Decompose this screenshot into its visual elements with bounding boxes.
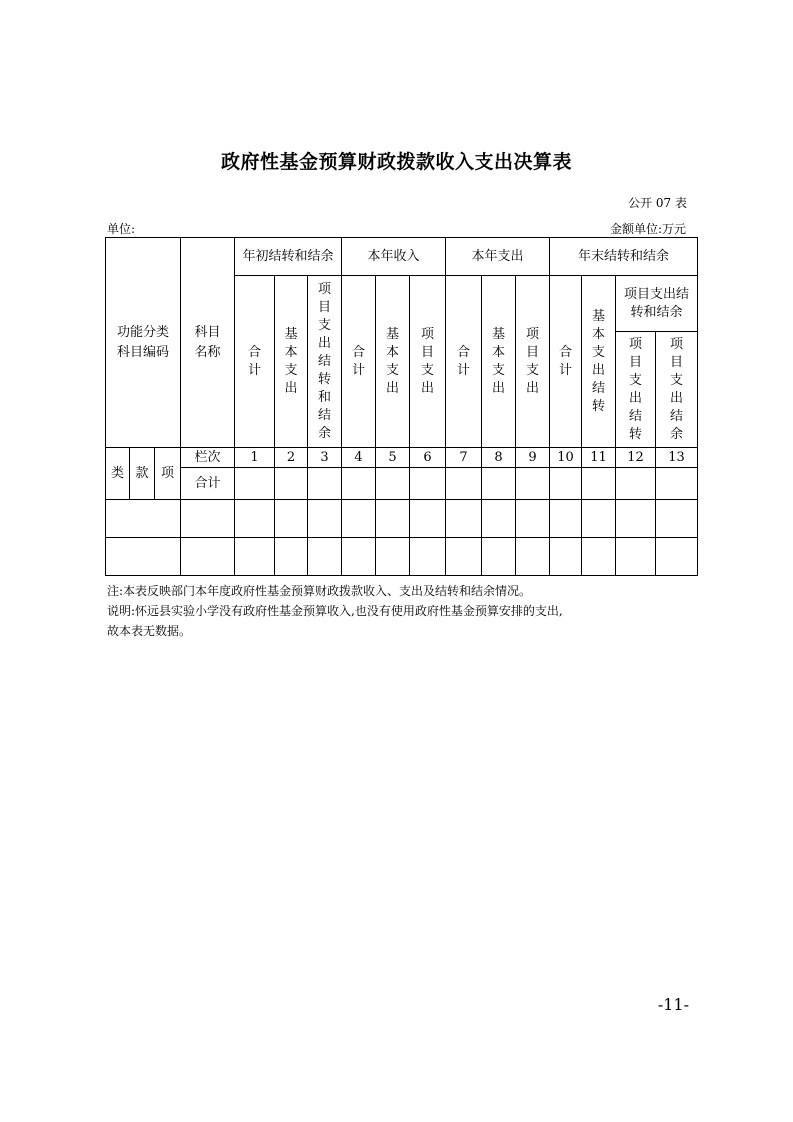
table-note: 注:本表反映部门本年度政府性基金预算财政拨款收入、支出及结转和结余情况。 [107, 584, 532, 598]
table-cell [308, 468, 342, 500]
begin-total-header: 合计 [235, 276, 275, 448]
table-cell [308, 538, 342, 576]
col-number: 2 [275, 448, 308, 468]
table-cell [181, 538, 235, 576]
table-cell [656, 538, 698, 576]
table-cell [482, 538, 516, 576]
table-cell [482, 468, 516, 500]
table-cell [516, 538, 550, 576]
table-cell [181, 500, 235, 538]
table-cell [275, 538, 308, 576]
row-total-label: 合计 [181, 468, 235, 500]
table-row [106, 538, 698, 576]
income-total-header: 合计 [342, 276, 376, 448]
table-cell [106, 500, 181, 538]
table-cell [342, 538, 376, 576]
expense-basic-header: 基本支出 [482, 276, 516, 448]
row-index-label: 栏次 [181, 448, 235, 468]
table-cell [550, 468, 582, 500]
subject-name-header: 科目名称 [181, 238, 235, 448]
table-cell [275, 500, 308, 538]
col-number: 13 [656, 448, 698, 468]
table-cell [376, 538, 410, 576]
col-number: 8 [482, 448, 516, 468]
begin-project-header: 项目支出结转和结余 [308, 276, 342, 448]
table-cell [376, 500, 410, 538]
col-number: 11 [582, 448, 616, 468]
table-cell [516, 468, 550, 500]
table-cell [410, 468, 446, 500]
table-cell [342, 500, 376, 538]
table-row [106, 500, 698, 538]
table-cell [235, 538, 275, 576]
expense-header: 本年支出 [446, 238, 550, 276]
col-number: 6 [410, 448, 446, 468]
table-cell [342, 468, 376, 500]
table-cell [308, 500, 342, 538]
table-cell [410, 538, 446, 576]
table-cell [550, 538, 582, 576]
table-cell [376, 468, 410, 500]
table-cell [235, 468, 275, 500]
col-number: 1 [235, 448, 275, 468]
table-cell [106, 538, 181, 576]
unit-label: 单位: [107, 222, 136, 236]
begin-balance-header: 年初结转和结余 [235, 238, 342, 276]
table-cell [516, 500, 550, 538]
explanation-line-2: 故本表无数据。 [107, 624, 192, 638]
table-cell [582, 538, 616, 576]
table-cell [616, 500, 656, 538]
page-title: 政府性基金预算财政拨款收入支出决算表 [220, 151, 572, 173]
category-kuan: 款 [130, 448, 155, 500]
income-basic-header: 基本支出 [376, 276, 410, 448]
income-project-header: 项目支出 [410, 276, 446, 448]
col-number: 3 [308, 448, 342, 468]
table-cell [582, 500, 616, 538]
table-cell [410, 500, 446, 538]
col-number: 5 [376, 448, 410, 468]
col-number: 7 [446, 448, 482, 468]
page-number: -11- [657, 995, 689, 1014]
col-number: 12 [616, 448, 656, 468]
expense-total-header: 合计 [446, 276, 482, 448]
category-xiang: 项 [155, 448, 181, 500]
expense-project-header: 项目支出 [516, 276, 550, 448]
func-code-header: 功能分类科目编码 [106, 238, 181, 448]
income-header: 本年收入 [342, 238, 446, 276]
table-cell [482, 500, 516, 538]
table-cell [616, 538, 656, 576]
budget-table [105, 237, 698, 576]
table-cell [275, 468, 308, 500]
table-cell [235, 500, 275, 538]
table-cell [616, 468, 656, 500]
table-cell [582, 468, 616, 500]
end-total-header: 合计 [550, 276, 582, 448]
end-project-carry-surplus-header: 项目支出结转和结余 [616, 276, 698, 332]
explanation-line-1: 说明:怀远县实验小学没有政府性基金预算收入,也没有使用政府性基金预算安排的支出, [107, 604, 563, 618]
amount-unit-label: 金额单位:万元 [609, 222, 686, 236]
begin-basic-header: 基本支出 [275, 276, 308, 448]
end-project-carry-header: 项目支出结转 [616, 332, 656, 448]
table-cell [446, 538, 482, 576]
table-cell [656, 500, 698, 538]
table-cell [550, 500, 582, 538]
col-number: 10 [550, 448, 582, 468]
end-basic-carry-header: 基本支出结转 [582, 276, 616, 448]
table-cell [446, 500, 482, 538]
col-number: 4 [342, 448, 376, 468]
table-cell [446, 468, 482, 500]
end-project-surplus-header: 项目支出结余 [656, 332, 698, 448]
end-balance-header: 年末结转和结余 [550, 238, 698, 276]
category-lei: 类 [106, 448, 130, 500]
col-number: 9 [516, 448, 550, 468]
form-code: 公开 07 表 [628, 196, 687, 210]
table-cell [656, 468, 698, 500]
